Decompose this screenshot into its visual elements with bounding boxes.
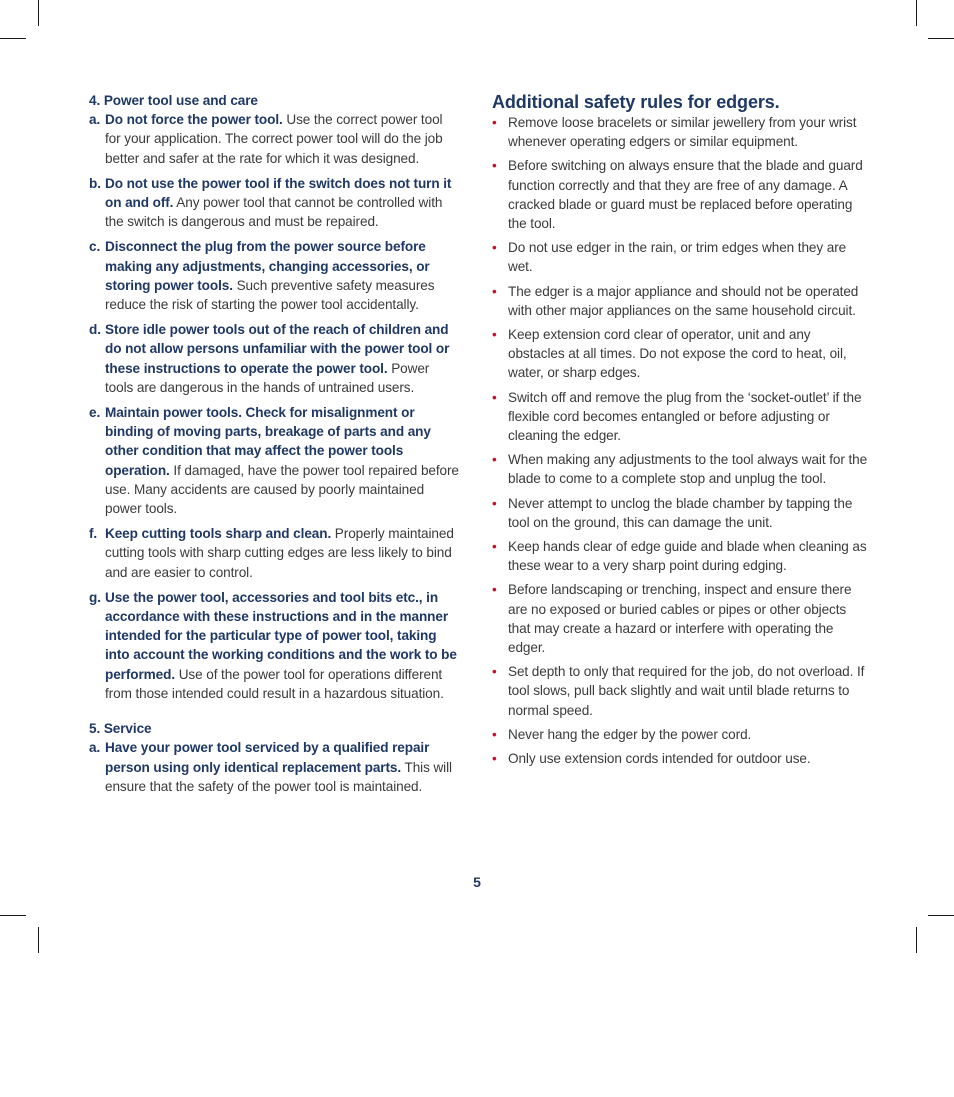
edger-rule-item <box>492 113 868 151</box>
item-bold-lead: Use the power tool, accessories and tool bits etc., in accordance with these instructions and in the manner intended for the particular type of power tool, taking into account the working conditions and the work to be performed. <box>105 589 457 682</box>
bullet-icon: • <box>492 726 497 742</box>
item-letter: e. <box>89 405 101 421</box>
crop-mark-top-left-h <box>0 38 26 39</box>
section-4-item <box>89 110 461 168</box>
section-4-item <box>89 174 461 232</box>
edger-rule-item <box>492 662 868 720</box>
crop-mark-top-right-h <box>928 38 954 39</box>
item-letter: a. <box>89 740 101 756</box>
item-letter: d. <box>89 322 101 338</box>
item-letter: b. <box>89 175 101 191</box>
bullet-icon: • <box>492 452 497 468</box>
section-4-item <box>89 403 461 518</box>
edger-rule-item <box>492 388 868 446</box>
edger-rule-item <box>492 725 868 744</box>
section-4-item <box>89 524 461 582</box>
edger-rules-list <box>492 113 868 768</box>
section-5-list <box>89 738 461 796</box>
section-4-item <box>89 588 461 703</box>
bullet-icon: • <box>492 664 497 680</box>
bullet-icon: • <box>492 389 497 405</box>
edger-rule-text: Keep hands clear of edge guide and blade when cleaning as these wear to a very sharp point during edging. <box>508 539 867 574</box>
edger-rule-text: Before landscaping or trenching, inspect and ensure there are no exposed or buried cables or pipes or other objects that may create a hazard or interfere with operating the edger. <box>508 582 852 656</box>
crop-mark-bottom-left-h <box>0 915 26 916</box>
edger-rule-item <box>492 238 868 276</box>
edger-rule-item <box>492 494 868 532</box>
edger-rule-item <box>492 325 868 383</box>
section-5-item <box>89 738 461 796</box>
section-4-list <box>89 110 461 703</box>
edger-rule-text: When making any adjustments to the tool always wait for the blade to come to a complete stop and unplug the tool. <box>508 452 868 487</box>
item-bold-lead: Store idle power tools out of the reach of children and do not allow persons unfamiliar with the power tool or these instructions to operate the power tool. <box>105 322 450 376</box>
edger-rule-item <box>492 749 868 768</box>
page-number: 5 <box>473 874 481 890</box>
crop-mark-bottom-right-v <box>916 927 917 953</box>
edger-rule-text: Never attempt to unclog the blade chamber by tapping the tool on the ground, this can damage the unit. <box>508 495 853 530</box>
item-letter: g. <box>89 589 101 605</box>
edger-rule-text: The edger is a major appliance and should not be operated with other major appliances on the same household circuit. <box>508 283 859 318</box>
edger-rules-heading: Additional safety rules for edgers. <box>492 92 780 112</box>
edger-rule-item <box>492 537 868 575</box>
edger-rule-item <box>492 580 868 657</box>
item-bold-lead: Do not use the power tool if the switch does not turn it on and off. <box>105 175 452 211</box>
bullet-icon: • <box>492 158 497 174</box>
item-letter: c. <box>89 239 101 255</box>
edger-rule-text: Never hang the edger by the power cord. <box>508 726 752 742</box>
right-column <box>492 91 868 768</box>
item-text: Properly maintained cutting tools with sharp cutting edges are less likely to bind and are easier to control. <box>105 526 454 580</box>
edger-rule-item <box>492 450 868 488</box>
edger-rule-item <box>492 156 868 233</box>
item-bold-lead: Disconnect the plug from the power source before making any adjustments, changing accessories, or storing power tools. <box>105 239 430 293</box>
edger-rule-item <box>492 282 868 320</box>
crop-mark-bottom-right-h <box>928 915 954 916</box>
item-text: Such preventive safety measures reduce the risk of starting the power tool accidentally. <box>105 277 435 313</box>
bullet-icon: • <box>492 115 497 130</box>
item-text: Power tools are dangerous in the hands of untrained users. <box>105 360 430 395</box>
item-letter: f. <box>89 526 98 542</box>
bullet-icon: • <box>492 539 497 555</box>
bullet-icon: • <box>492 283 497 299</box>
bullet-icon: • <box>492 240 497 256</box>
section-4-title: 4. Power tool use and care <box>89 93 258 108</box>
edger-rule-text: Set depth to only that required for the job, do not overload. If tool slows, pull back slightly and wait until blade returns to normal speed. <box>508 664 865 718</box>
bullet-icon: • <box>492 495 497 511</box>
item-bold-lead: Keep cutting tools sharp and clean. <box>105 526 332 542</box>
edger-rule-text: Switch off and remove the plug from the ‘socket-outlet’ if the flexible cord becomes entangled or before adjusting or cleaning the edger. <box>508 389 862 444</box>
item-text: This will ensure that the safety of the power tool is maintained. <box>105 759 452 794</box>
section-5-title: 5. Service <box>89 721 152 737</box>
item-text: Any power tool that cannot be controlled with the switch is dangerous and must be repaired. <box>105 195 443 230</box>
bullet-icon: • <box>492 327 497 343</box>
crop-mark-bottom-left-v <box>38 927 39 953</box>
item-text: If damaged, have the power tool repaired before use. Many accidents are caused by poorly maintained power tools. <box>105 462 459 517</box>
item-bold-lead: Do not force the power tool. <box>105 112 283 128</box>
edger-rule-text: Before switching on always ensure that the blade and guard function correctly and that they are free of any damage. A cracked blade or guard must be replaced before operating the tool. <box>508 158 863 232</box>
item-text: Use of the power tool for operations different from those intended could result in a hazardous situation. <box>105 666 444 701</box>
edger-rule-text: Keep extension cord clear of operator, unit and any obstacles at all times. Do not expose the cord to heat, oil, water, or sharp edges. <box>508 327 847 381</box>
item-bold-lead: Maintain power tools. Check for misalignment or binding of moving parts, breakage of parts and any other condition that may affect the power tools operation. <box>105 405 431 478</box>
item-bold-lead: Have your power tool serviced by a qualified repair person using only identical replacement parts. <box>105 740 430 775</box>
bullet-icon: • <box>492 751 497 767</box>
section-4-item <box>89 320 461 397</box>
item-text: Use the correct power tool for your application. The correct power tool will do the job better and safer at the rate for which it was designed. <box>105 112 443 166</box>
crop-mark-top-left-v <box>38 0 39 26</box>
section-4-item <box>89 237 461 314</box>
left-column <box>89 91 461 796</box>
edger-rule-text: Remove loose bracelets or similar jewellery from your wrist whenever operating edgers or similar equipment. <box>508 115 857 150</box>
item-letter: a. <box>89 112 101 128</box>
edger-rule-text: Only use extension cords intended for outdoor use. <box>508 751 811 767</box>
crop-mark-top-right-v <box>916 0 917 26</box>
bullet-icon: • <box>492 582 497 598</box>
edger-rule-text: Do not use edger in the rain, or trim edges when they are wet. <box>508 240 847 275</box>
